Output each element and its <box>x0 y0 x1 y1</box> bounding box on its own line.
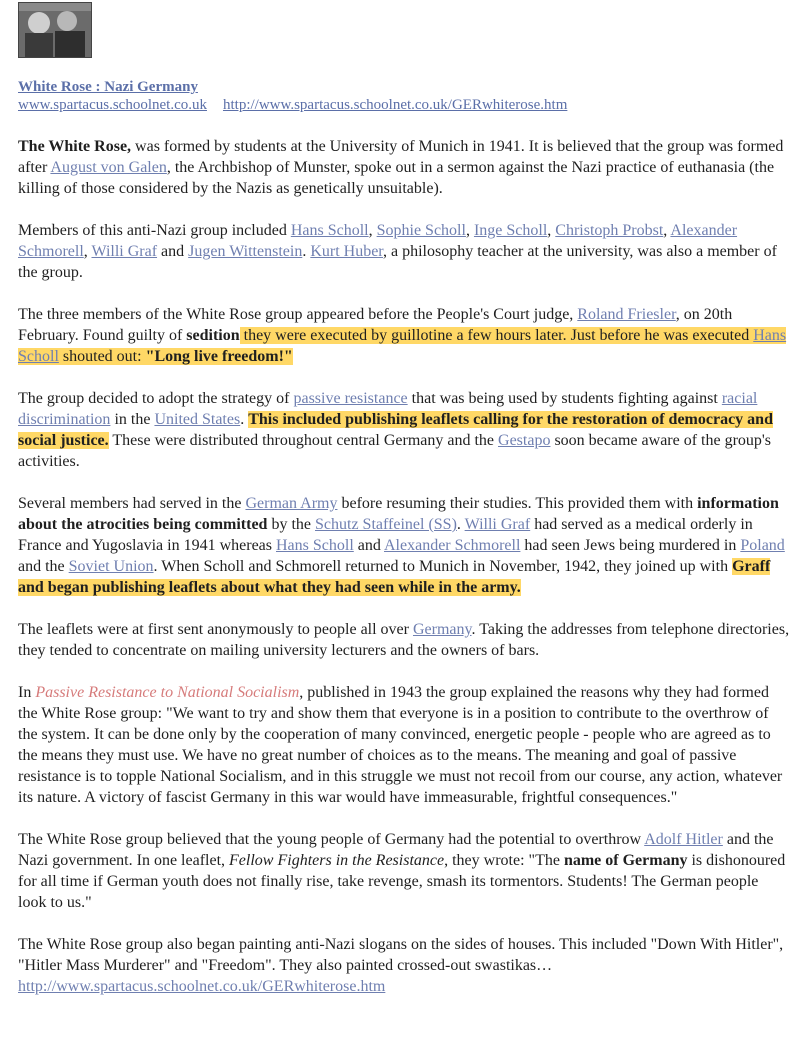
paragraph-1 <box>18 136 790 199</box>
paragraph-6 <box>18 619 790 661</box>
link-schutz-staffeinel[interactable]: Schutz Staffeinel (SS) <box>315 516 457 533</box>
text: . Taking the addresses from telephone directories, they tended to concentrate on mailing university lecturers and the owners of bars. <box>18 621 790 659</box>
link-gestapo[interactable]: Gestapo <box>498 432 551 449</box>
text: The White Rose group believed that the young people of Germany had the potential to overthrow <box>18 831 645 848</box>
italic-title: Passive Resistance to National Socialism <box>35 684 300 701</box>
link-adolf-hitler[interactable]: Adolf Hitler <box>644 831 723 848</box>
link-inge-scholl[interactable]: Inge Scholl <box>473 222 548 239</box>
text: and the <box>18 558 69 575</box>
italic-title: Fellow Fighters in the Resistance <box>229 852 445 869</box>
text: , published in 1943 the group explained the reasons why they had formed the White Rose group: "We want to try and show them that everyone is in a position to contribute to the overthrow of the system. It can be done only by the cooperation of many convinced, energetic people - people who are agreed as to the means they must use. We have no great number of choices as to the means. The meaning and goal of passive resistance is to topple National Socialism, and in this struggle we must not recoil from our course, any action, whatever its nature. A victory of fascist Germany in this war would have immeasurable, frightful consequences." <box>18 684 783 806</box>
text: These were distributed throughout central Germany and the <box>108 432 499 449</box>
text: , <box>663 222 671 239</box>
bold-text: name of Germany <box>563 852 688 869</box>
text: had seen Jews being murdered in <box>520 537 741 554</box>
bold-quote: "Long live freedom!" <box>145 348 293 365</box>
text: , the Archbishop of Munster, spoke out in a sermon against the Nazi practice of euthanasia (the killing of those considered by the Nazis as genetically unsuitable). <box>18 159 775 197</box>
paragraph-8 <box>18 829 790 913</box>
text: is dishonoured for all time if German youth does not finally rise, take revenge, smash its tormentors. Students! The German people look to us." <box>18 852 786 911</box>
link-hans-scholl[interactable]: Hans Scholl <box>290 222 369 239</box>
link-soviet-union[interactable]: Soviet Union <box>68 558 154 575</box>
bold-text: sedition <box>186 327 240 344</box>
text: and <box>353 537 384 554</box>
header-photo <box>18 2 92 58</box>
text: . <box>456 516 465 533</box>
source-urls <box>18 96 790 114</box>
text: , <box>368 222 377 239</box>
text: shouted out: <box>58 348 146 365</box>
short-url-link[interactable]: www.spartacus.schoolnet.co.uk <box>18 97 207 113</box>
link-kurt-huber[interactable]: Kurt Huber <box>310 243 383 260</box>
paragraph-9 <box>18 934 790 997</box>
text: The White Rose group also began painting anti-Nazi slogans on the sides of houses. This included "Down With Hitler", "Hitler Mass Murderer" and "Freedom". They also painted crossed-out swastikas… <box>18 936 784 974</box>
text: In <box>18 684 36 701</box>
link-august-von-galen[interactable]: August von Galen <box>50 159 167 176</box>
link-willi-graf[interactable]: Willi Graf <box>91 243 158 260</box>
link-united-states[interactable]: United States <box>154 411 241 428</box>
title-link[interactable]: White Rose : Nazi Germany <box>18 79 198 95</box>
link-german-army[interactable]: German Army <box>245 495 338 512</box>
paragraph-7 <box>18 682 790 808</box>
highlighted-bold-text: Graff and began publishing leaflets about what they had seen while in the army. <box>18 558 771 596</box>
text: The leaflets were at first sent anonymously to people all over <box>18 621 413 638</box>
link-hans-scholl[interactable]: Hans Scholl <box>276 537 354 554</box>
document-page <box>18 0 790 997</box>
link-alexander-schmorell[interactable]: Alexander Schmorell <box>384 537 521 554</box>
highlighted-bold-text: This included publishing leaflets calling for the restoration of democracy and social justice. <box>18 411 773 449</box>
link-roland-friesler[interactable]: Roland Friesler <box>577 306 676 323</box>
text: , they wrote: "The <box>444 852 564 869</box>
text: and <box>157 243 189 260</box>
bold-text: The White Rose, <box>18 138 132 155</box>
text: had served as a medical orderly in France and Yugoslavia in 1941 whereas <box>18 516 753 554</box>
footer-url-link[interactable]: http://www.spartacus.schoolnet.co.uk/GERwhiterose.htm <box>18 978 386 995</box>
text: . <box>302 243 311 260</box>
text: , <box>465 222 474 239</box>
text: they were executed by guillotine a few hours later. Just before he was executed <box>239 327 754 344</box>
text: , a philosophy teacher at the university, was also a member of the group. <box>18 243 777 281</box>
full-url-link[interactable]: http://www.spartacus.schoolnet.co.uk/GERwhiterose.htm <box>222 97 568 113</box>
link-passive-resistance[interactable]: passive resistance <box>293 390 408 407</box>
link-poland[interactable]: Poland <box>740 537 785 554</box>
paragraph-3 <box>18 304 790 367</box>
text: The group decided to adopt the strategy of <box>18 390 294 407</box>
paragraph-5 <box>18 493 790 598</box>
link-sophie-scholl[interactable]: Sophie Scholl <box>376 222 466 239</box>
text: , <box>547 222 556 239</box>
link-racial-discrimination[interactable]: racial discrimination <box>18 390 758 428</box>
link-hans-scholl[interactable]: Hans Scholl <box>18 327 787 365</box>
paragraph-2 <box>18 220 790 283</box>
text: soon became aware of the group's activities. <box>18 432 772 470</box>
text: , <box>83 243 92 260</box>
text: was formed by students at the University of Munich in 1941. It is believed that the group was formed after <box>18 138 784 176</box>
link-willi-graf[interactable]: Willi Graf <box>464 516 531 533</box>
text: . <box>240 411 249 428</box>
text: . When Scholl and Schmorell returned to Munich in November, 1942, they joined up with <box>153 558 733 575</box>
text: and the Nazi government. In one leaflet, <box>18 831 774 869</box>
text: Members of this anti-Nazi group included <box>18 222 291 239</box>
link-alexander-schmorell[interactable]: Alexander Schmorell <box>18 222 738 260</box>
link-jugen-wittenstein[interactable]: Jugen Wittenstein <box>188 243 303 260</box>
paragraph-4 <box>18 388 790 472</box>
bold-text: information about the atrocities being committed <box>18 495 779 533</box>
text: before resuming their studies. This provided them with <box>337 495 698 512</box>
text: in the <box>110 411 155 428</box>
link-germany[interactable]: Germany <box>412 621 472 638</box>
text: The three members of the White Rose group appeared before the People's Court judge, <box>18 306 578 323</box>
text: , on 20th February. Found guilty of <box>18 306 733 344</box>
text: that was being used by students fighting against <box>407 390 722 407</box>
text: Several members had served in the <box>18 495 246 512</box>
link-christoph-probst[interactable]: Christoph Probst <box>555 222 664 239</box>
text: by the <box>267 516 315 533</box>
